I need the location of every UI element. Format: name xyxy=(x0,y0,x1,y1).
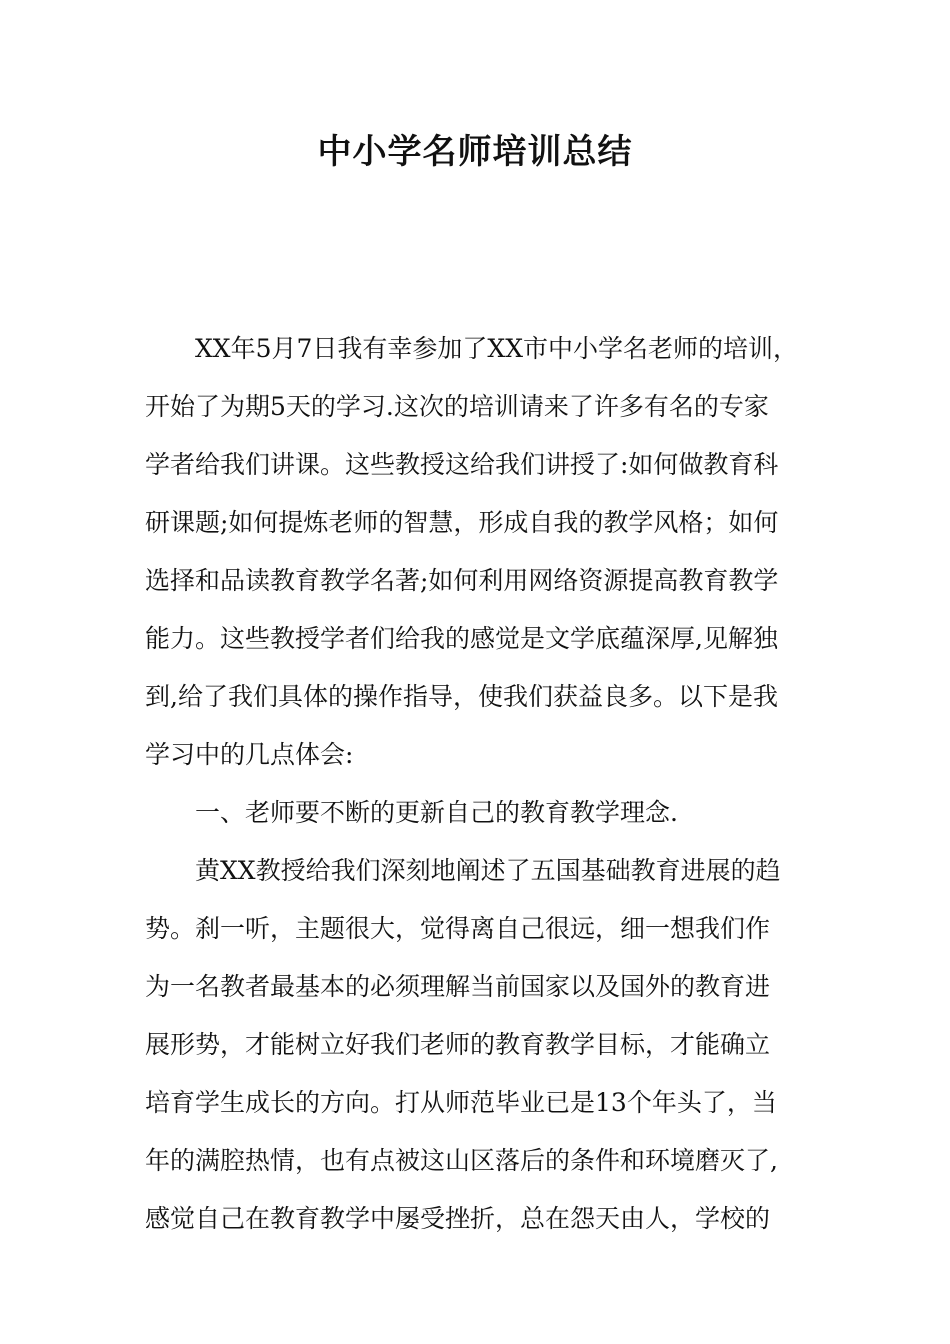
body-line: 势。刹一听，主题很大，觉得离自己很远，细一想我们作 xyxy=(145,914,771,943)
body-line: 展形势，才能树立好我们老师的教育教学目标，才能确立 xyxy=(145,1030,771,1059)
body-line: 感觉自己在教育教学中屡受挫折，总在怨天由人，学校的 xyxy=(145,1204,771,1233)
body-line: 研课题;如何提炼老师的智慧，形成自我的教学风格；如何 xyxy=(145,508,779,537)
body-line: 到,给了我们具体的操作指导，使我们获益良多。以下是我 xyxy=(145,682,778,711)
body-line: 为一名教者最基本的必须理解当前国家以及国外的教育进 xyxy=(145,972,771,1001)
document-title: 中小学名师培训总结 xyxy=(317,132,633,172)
body-line: 年的满腔热情，也有点被这山区落后的条件和环境磨灭了, xyxy=(145,1146,778,1175)
body-line: XX年5月7日我有幸参加了XX市中小学名老师的培训， xyxy=(195,334,799,363)
body-line: 能力。这些教授学者们给我的感觉是文学底蕴深厚,见解独 xyxy=(145,624,778,653)
document-body xyxy=(145,320,815,1248)
body-line: 培育学生成长的方向。打从师范毕业已是13个年头了，当 xyxy=(145,1088,777,1117)
body-line: 学者给我们讲课。这些教授这给我们讲授了:如何做教育科 xyxy=(145,450,779,479)
section-heading: 一、老师要不断的更新自己的教育教学理念. xyxy=(195,798,678,827)
body-line: 选择和品读教育教学名著;如何利用网络资源提高教育教学 xyxy=(145,566,779,595)
body-line: 开始了为期5天的学习.这次的培训请来了许多有名的专家 xyxy=(145,392,769,421)
body-line: 黄XX教授给我们深刻地阐述了五国基础教育进展的趋 xyxy=(195,856,781,885)
body-line: 学习中的几点体会: xyxy=(145,740,354,769)
